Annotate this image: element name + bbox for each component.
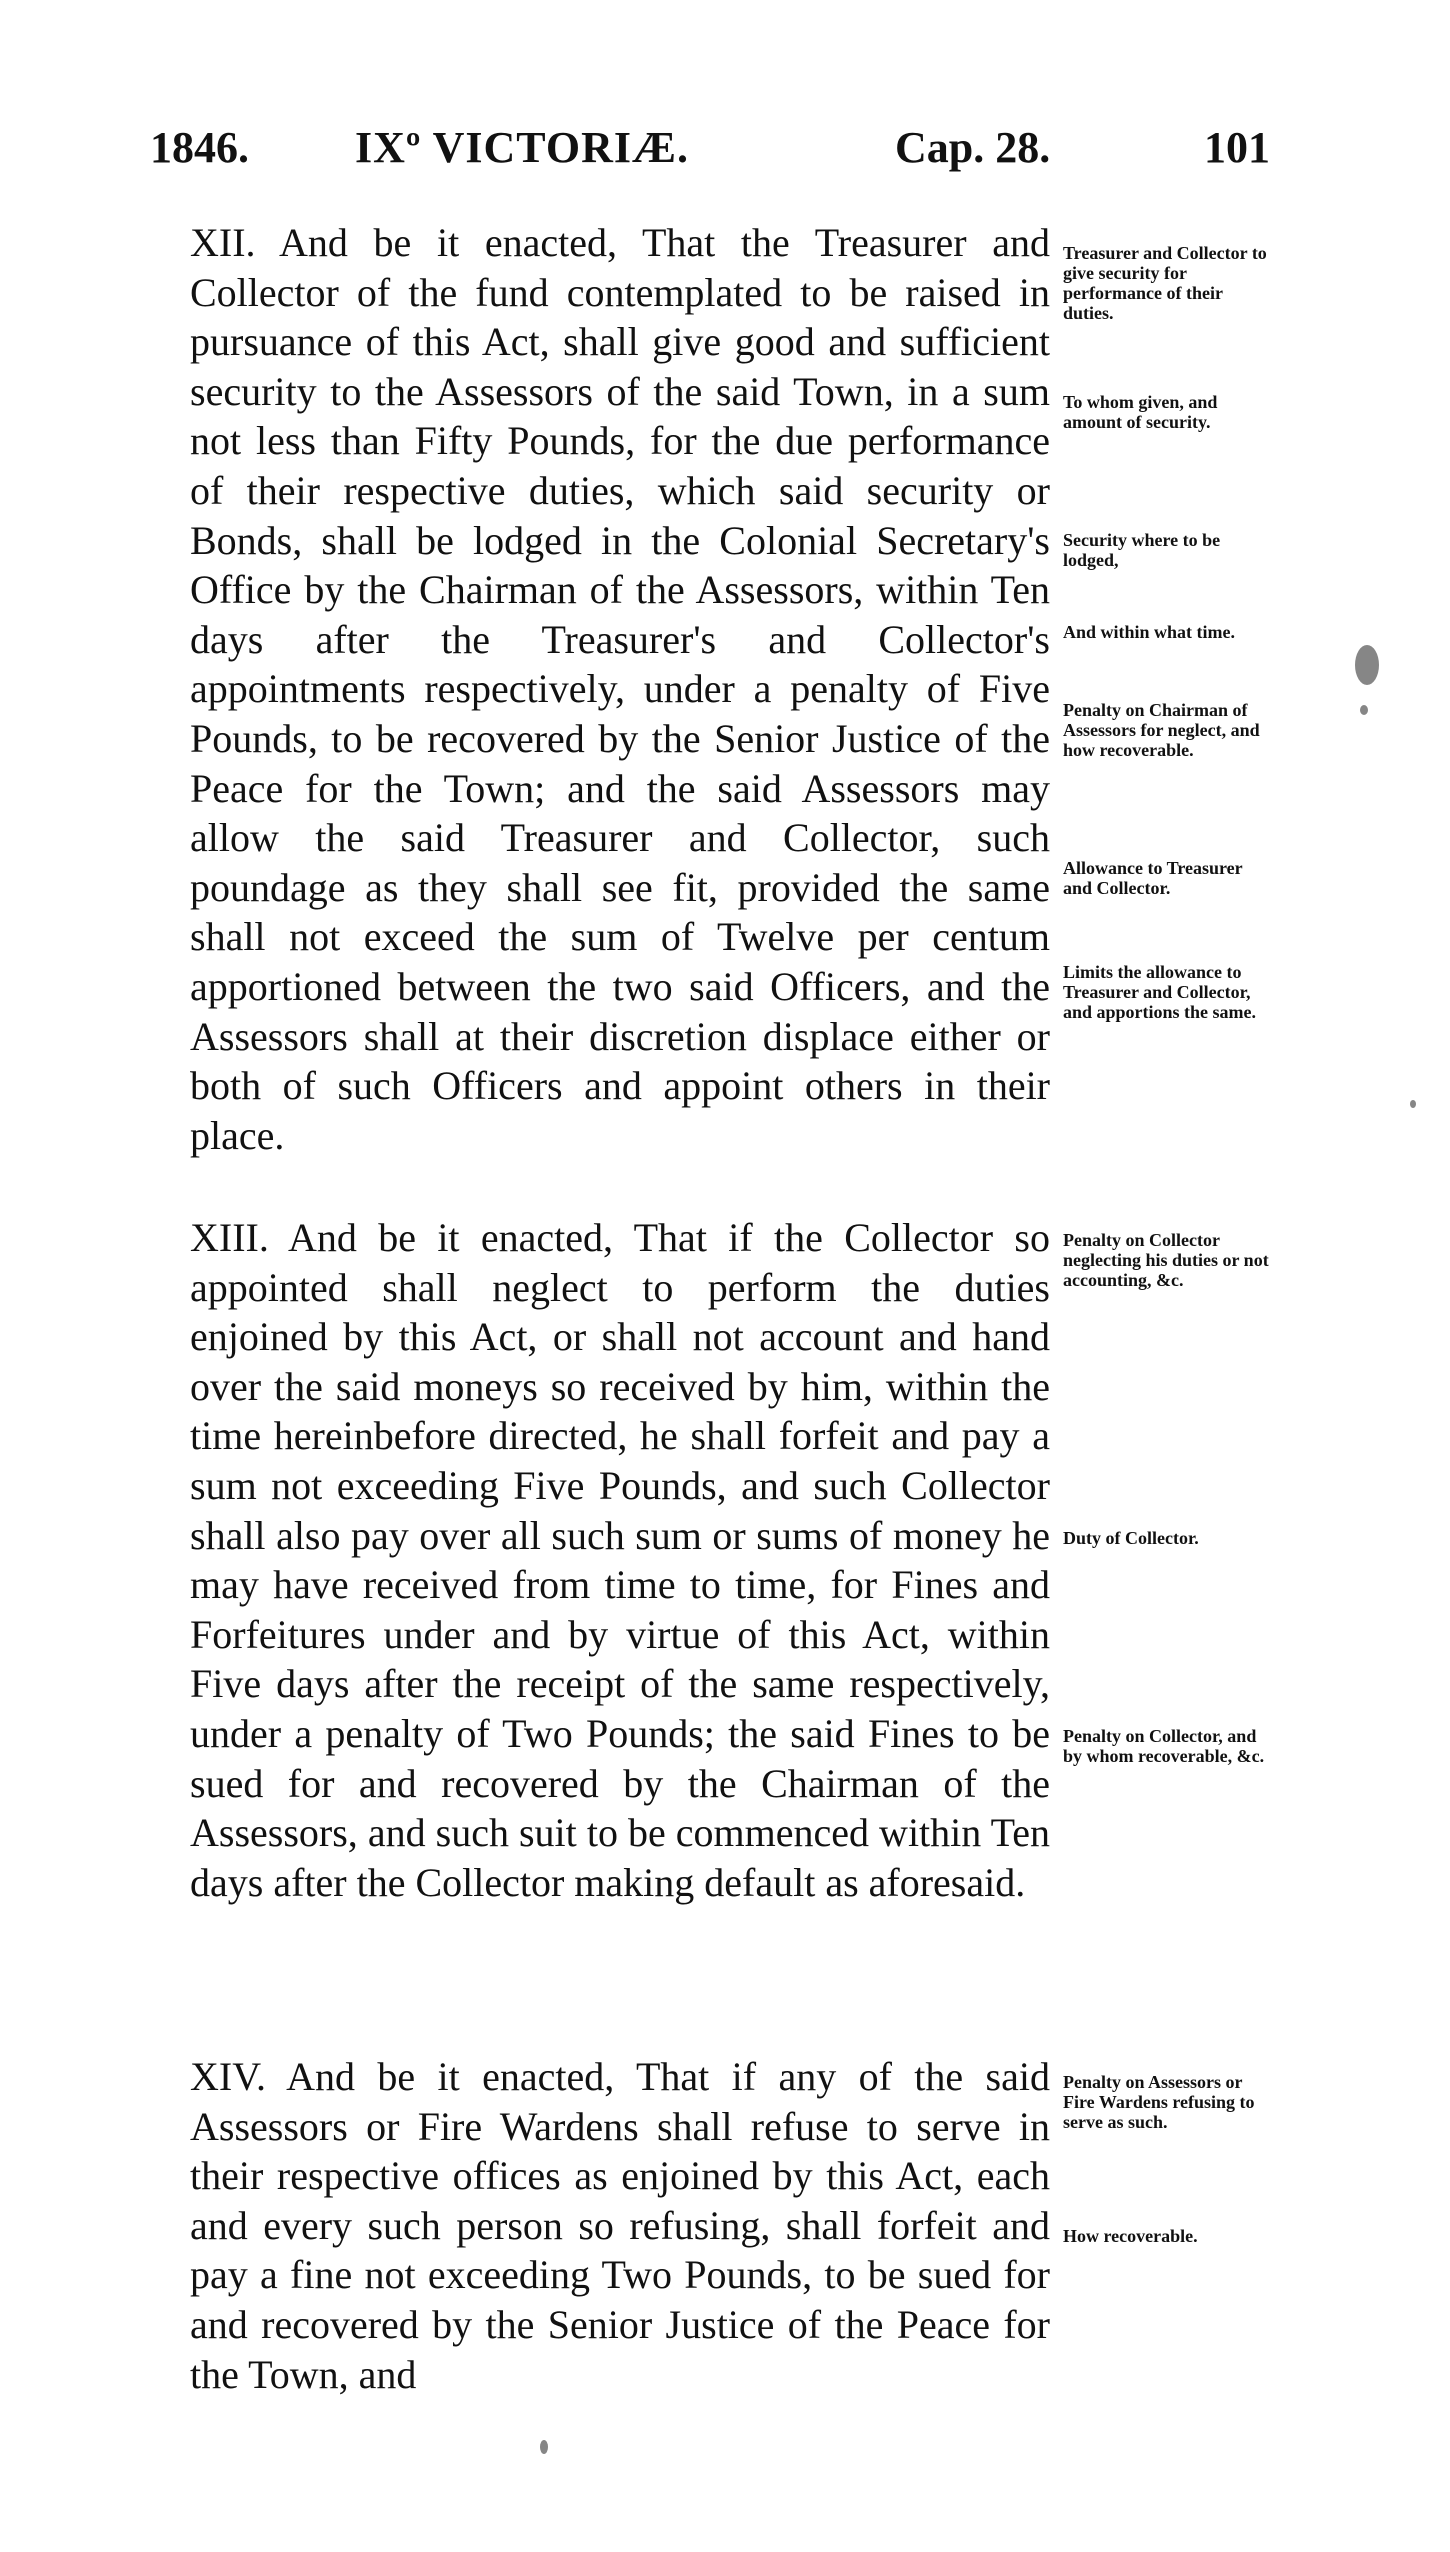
section-text: And be it enacted, That if any of the said Assessors or Fire Wardens shall refuse to serve in their respective offices as enjoined by this Act, each and every such person so refusing, shall forfeit and pay a fine not exceeding Two Pounds, to be sued for and recovered by the Senior Justice of the Peace for the Town, and <box>190 2054 1050 2397</box>
margin-note: Allowance to Treasurer and Collector. <box>1063 858 1243 898</box>
header-title: IXº VICTORIÆ. <box>355 123 689 172</box>
section-paragraph <box>150 1213 1050 1907</box>
margin-note: Penalty on Collector, and by whom recoverable, &c. <box>1063 1726 1265 1766</box>
section-number: XIV. <box>190 2054 266 2099</box>
section-paragraph <box>150 218 1050 1160</box>
ink-blot <box>1410 1100 1416 1108</box>
margin-note: Penalty on Chairman of Assessors for neglect, and how recoverable. <box>1063 700 1260 760</box>
margin-note: How recoverable. <box>1063 2226 1198 2246</box>
margin-note: Limits the allowance to Treasurer and Collector, and apportions the same. <box>1063 962 1257 1022</box>
page-header <box>150 122 1270 182</box>
ink-blot <box>1360 705 1368 715</box>
section-paragraph <box>150 2052 1050 2399</box>
margin-note: Duty of Collector. <box>1063 1528 1199 1548</box>
margin-note: Security where to be lodged, <box>1063 530 1221 570</box>
page-number: 101 <box>1204 123 1270 172</box>
margin-note: To whom given, and amount of security. <box>1063 392 1218 432</box>
section-xii <box>150 218 1050 1160</box>
margin-note: Treasurer and Collector to give security for performance of their duties. <box>1063 243 1267 323</box>
section-text: And be it enacted, That the Treasurer and Collector of the fund contemplated to be raised in pursuance of this Act, shall give good and sufficient security to the Assessors of the said Town, in a sum not less than Fifty Pounds, for the due performance of their respective duties, which said security or Bonds, shall be lodged in the Colonial Secretary's Office by the Chairman of the Assessors, within Ten days after the Treasurer's and Collector's appointments respectively, under a penalty of Five Pounds, to be recovered by the Senior Justice of the Peace for the Town; and the said Assessors may allow the said Treasurer and Collector, such poundage as they shall see fit, provided the same shall not exceed the sum of Twelve per centum apportioned between the two said Officers, and the Assessors shall at their discretion displace either or both of such Officers and appoint others in their place. <box>190 220 1050 1158</box>
section-xiv <box>150 2052 1050 2399</box>
margin-note: Penalty on Assessors or Fire Wardens refusing to serve as such. <box>1063 2072 1255 2132</box>
ink-blot <box>540 2440 548 2454</box>
margin-note: Penalty on Collector neglecting his duties or not accounting, &c. <box>1063 1230 1269 1290</box>
ink-blot <box>1355 645 1379 685</box>
section-number: XIII. <box>190 1215 269 1260</box>
section-xiii <box>150 1213 1050 1907</box>
section-number: XII. <box>190 220 256 265</box>
header-chapter: Cap. 28. <box>895 123 1051 172</box>
margin-note: And within what time. <box>1063 622 1236 642</box>
header-year: 1846. <box>150 123 249 172</box>
section-text: And be it enacted, That if the Collector so appointed shall neglect to perform the duties enjoined by this Act, or shall not account and hand over the said moneys so received by him, within the time hereinbefore directed, he shall forfeit and pay a sum not exceeding Five Pounds, and such Collector shall also pay over all such sum or sums of money he may have received from time to time, for Fines and Forfeitures under and by virtue of this Act, within Five days after the receipt of the same respectively, under a penalty of Two Pounds; the said Fines to be sued for and recovered by the Chairman of the Assessors, and such suit to be commenced within Ten days after the Collector making default as aforesaid. <box>190 1215 1050 1905</box>
